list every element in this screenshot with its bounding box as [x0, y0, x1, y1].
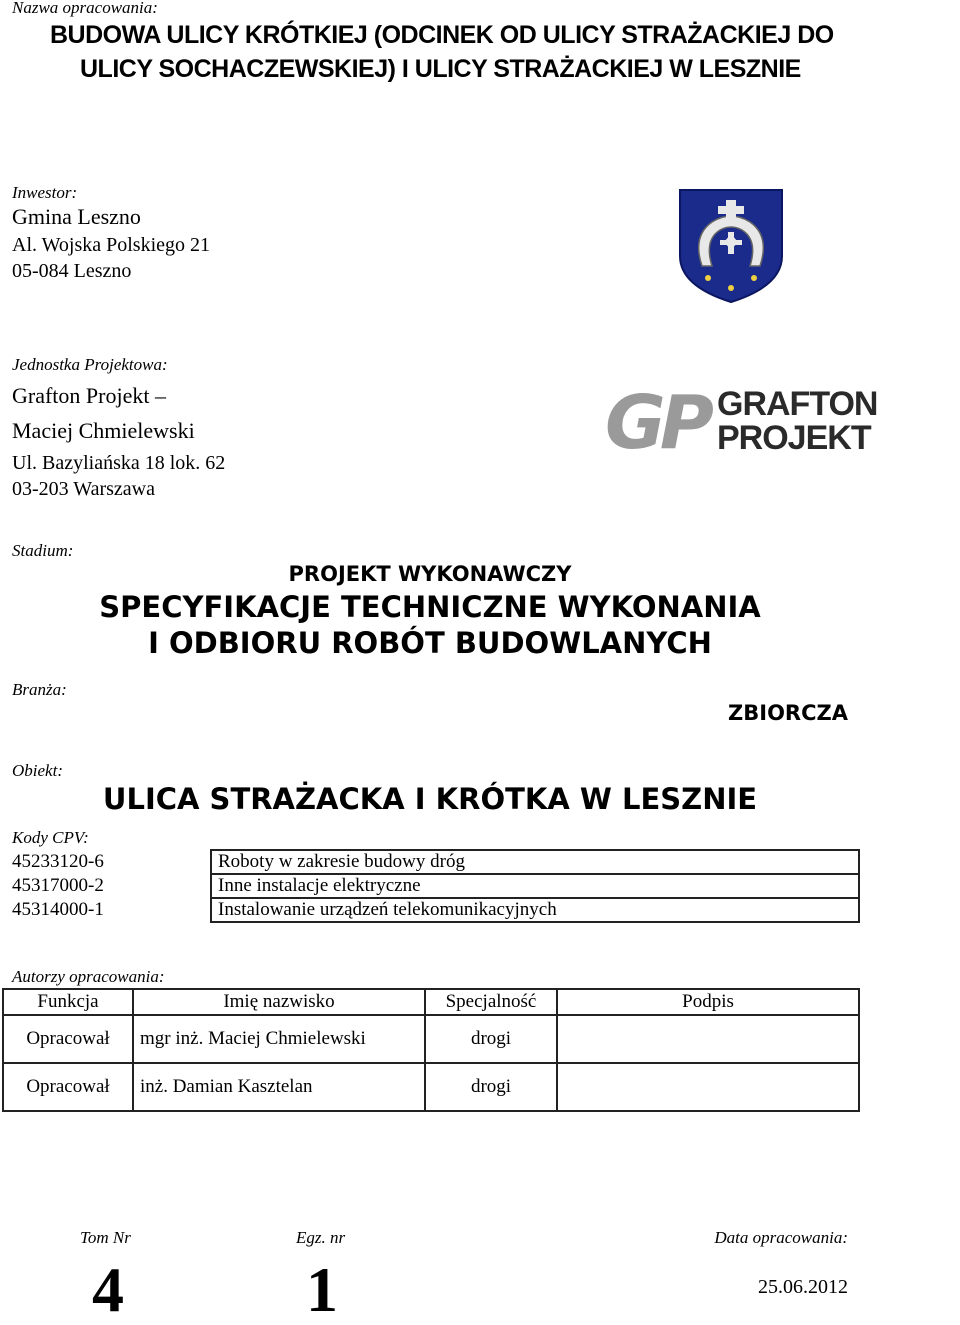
cpv-code: 45233120-6 [12, 851, 104, 872]
document-title-line2: ULICY SOCHACZEWSKIEJ) I ULICY STRAŻACKIEJ W LESZNIE [80, 55, 801, 83]
table-row [2, 874, 859, 898]
designer-city: 03-203 Warszawa [12, 478, 155, 500]
table-row [3, 1015, 859, 1063]
column-header-function: Funkcja [3, 989, 133, 1015]
table-row [2, 898, 859, 922]
investor-name: Gmina Leszno [12, 204, 141, 229]
volume-label: Tom Nr [80, 1228, 131, 1247]
author-specialty: drogi [425, 1015, 557, 1063]
cpv-label: Kody CPV: [12, 828, 89, 847]
branch-value: ZBIORCZA [728, 701, 848, 725]
logo-word-projekt: PROJEKT [717, 419, 871, 457]
table-row [3, 1063, 859, 1111]
investor-city: 05-084 Leszno [12, 260, 132, 282]
cpv-table [2, 849, 860, 923]
stage-type: PROJEKT WYKONAWCZY [288, 562, 572, 586]
author-name: inż. Damian Kasztelan [133, 1063, 425, 1111]
author-signature [557, 1015, 859, 1063]
investor-label: Inwestor: [12, 183, 78, 202]
object-value: ULICA STRAŻACKA I KRÓTKA W LESZNIE [102, 782, 758, 816]
designer-street: Ul. Bazyliańska 18 lok. 62 [12, 452, 226, 474]
grafton-projekt-logo [605, 380, 878, 466]
cpv-code: 45314000-1 [12, 899, 104, 920]
cpv-code: 45317000-2 [12, 875, 104, 896]
object-label: Obiekt: [12, 761, 63, 780]
logo-gp-mark: GP [605, 380, 708, 466]
cpv-description: Inne instalacje elektryczne [211, 874, 859, 898]
stage-title-line1: SPECYFIKACJE TECHNICZNE WYKONANIA [99, 590, 761, 624]
cpv-description: Roboty w zakresie budowy dróg [211, 850, 859, 874]
author-role: Opracował [3, 1063, 133, 1111]
author-name: mgr inż. Maciej Chmielewski [133, 1015, 425, 1063]
stage-title-line2: I ODBIORU ROBÓT BUDOWLANYCH [148, 626, 712, 660]
authors-label: Autorzy opracowania: [12, 967, 165, 986]
table-row [2, 850, 859, 874]
table-header-row [3, 989, 859, 1015]
date-label: Data opracowania: [714, 1228, 848, 1247]
branch-label: Branża: [12, 680, 67, 699]
designer-label: Jednostka Projektowa: [12, 355, 168, 374]
stage-label: Stadium: [12, 541, 74, 560]
logo-word-grafton: GRAFTON [717, 385, 878, 423]
column-header-signature: Podpis [557, 989, 859, 1015]
column-header-specialty: Specjalność [425, 989, 557, 1015]
coat-of-arms-icon [672, 186, 790, 306]
date-value: 25.06.2012 [758, 1276, 848, 1298]
document-title-line1: BUDOWA ULICY KRÓTKIEJ (ODCINEK OD ULICY STRAŻACKIEJ DO [50, 21, 834, 49]
cpv-description: Instalowanie urządzeń telekomunikacyjnych [211, 898, 859, 922]
designer-name-line2: Maciej Chmielewski [12, 418, 195, 443]
author-specialty: drogi [425, 1063, 557, 1111]
name-label: Nazwa opracowania: [12, 0, 158, 17]
author-signature [557, 1063, 859, 1111]
authors-table [2, 988, 860, 1112]
column-header-name: Imię nazwisko [133, 989, 425, 1015]
designer-name-line1: Grafton Projekt – [12, 383, 166, 408]
copy-number: 1 [306, 1254, 338, 1325]
copy-label: Egz. nr [296, 1228, 346, 1247]
author-role: Opracował [3, 1015, 133, 1063]
investor-street: Al. Wojska Polskiego 21 [12, 234, 211, 256]
volume-number: 4 [92, 1254, 124, 1325]
